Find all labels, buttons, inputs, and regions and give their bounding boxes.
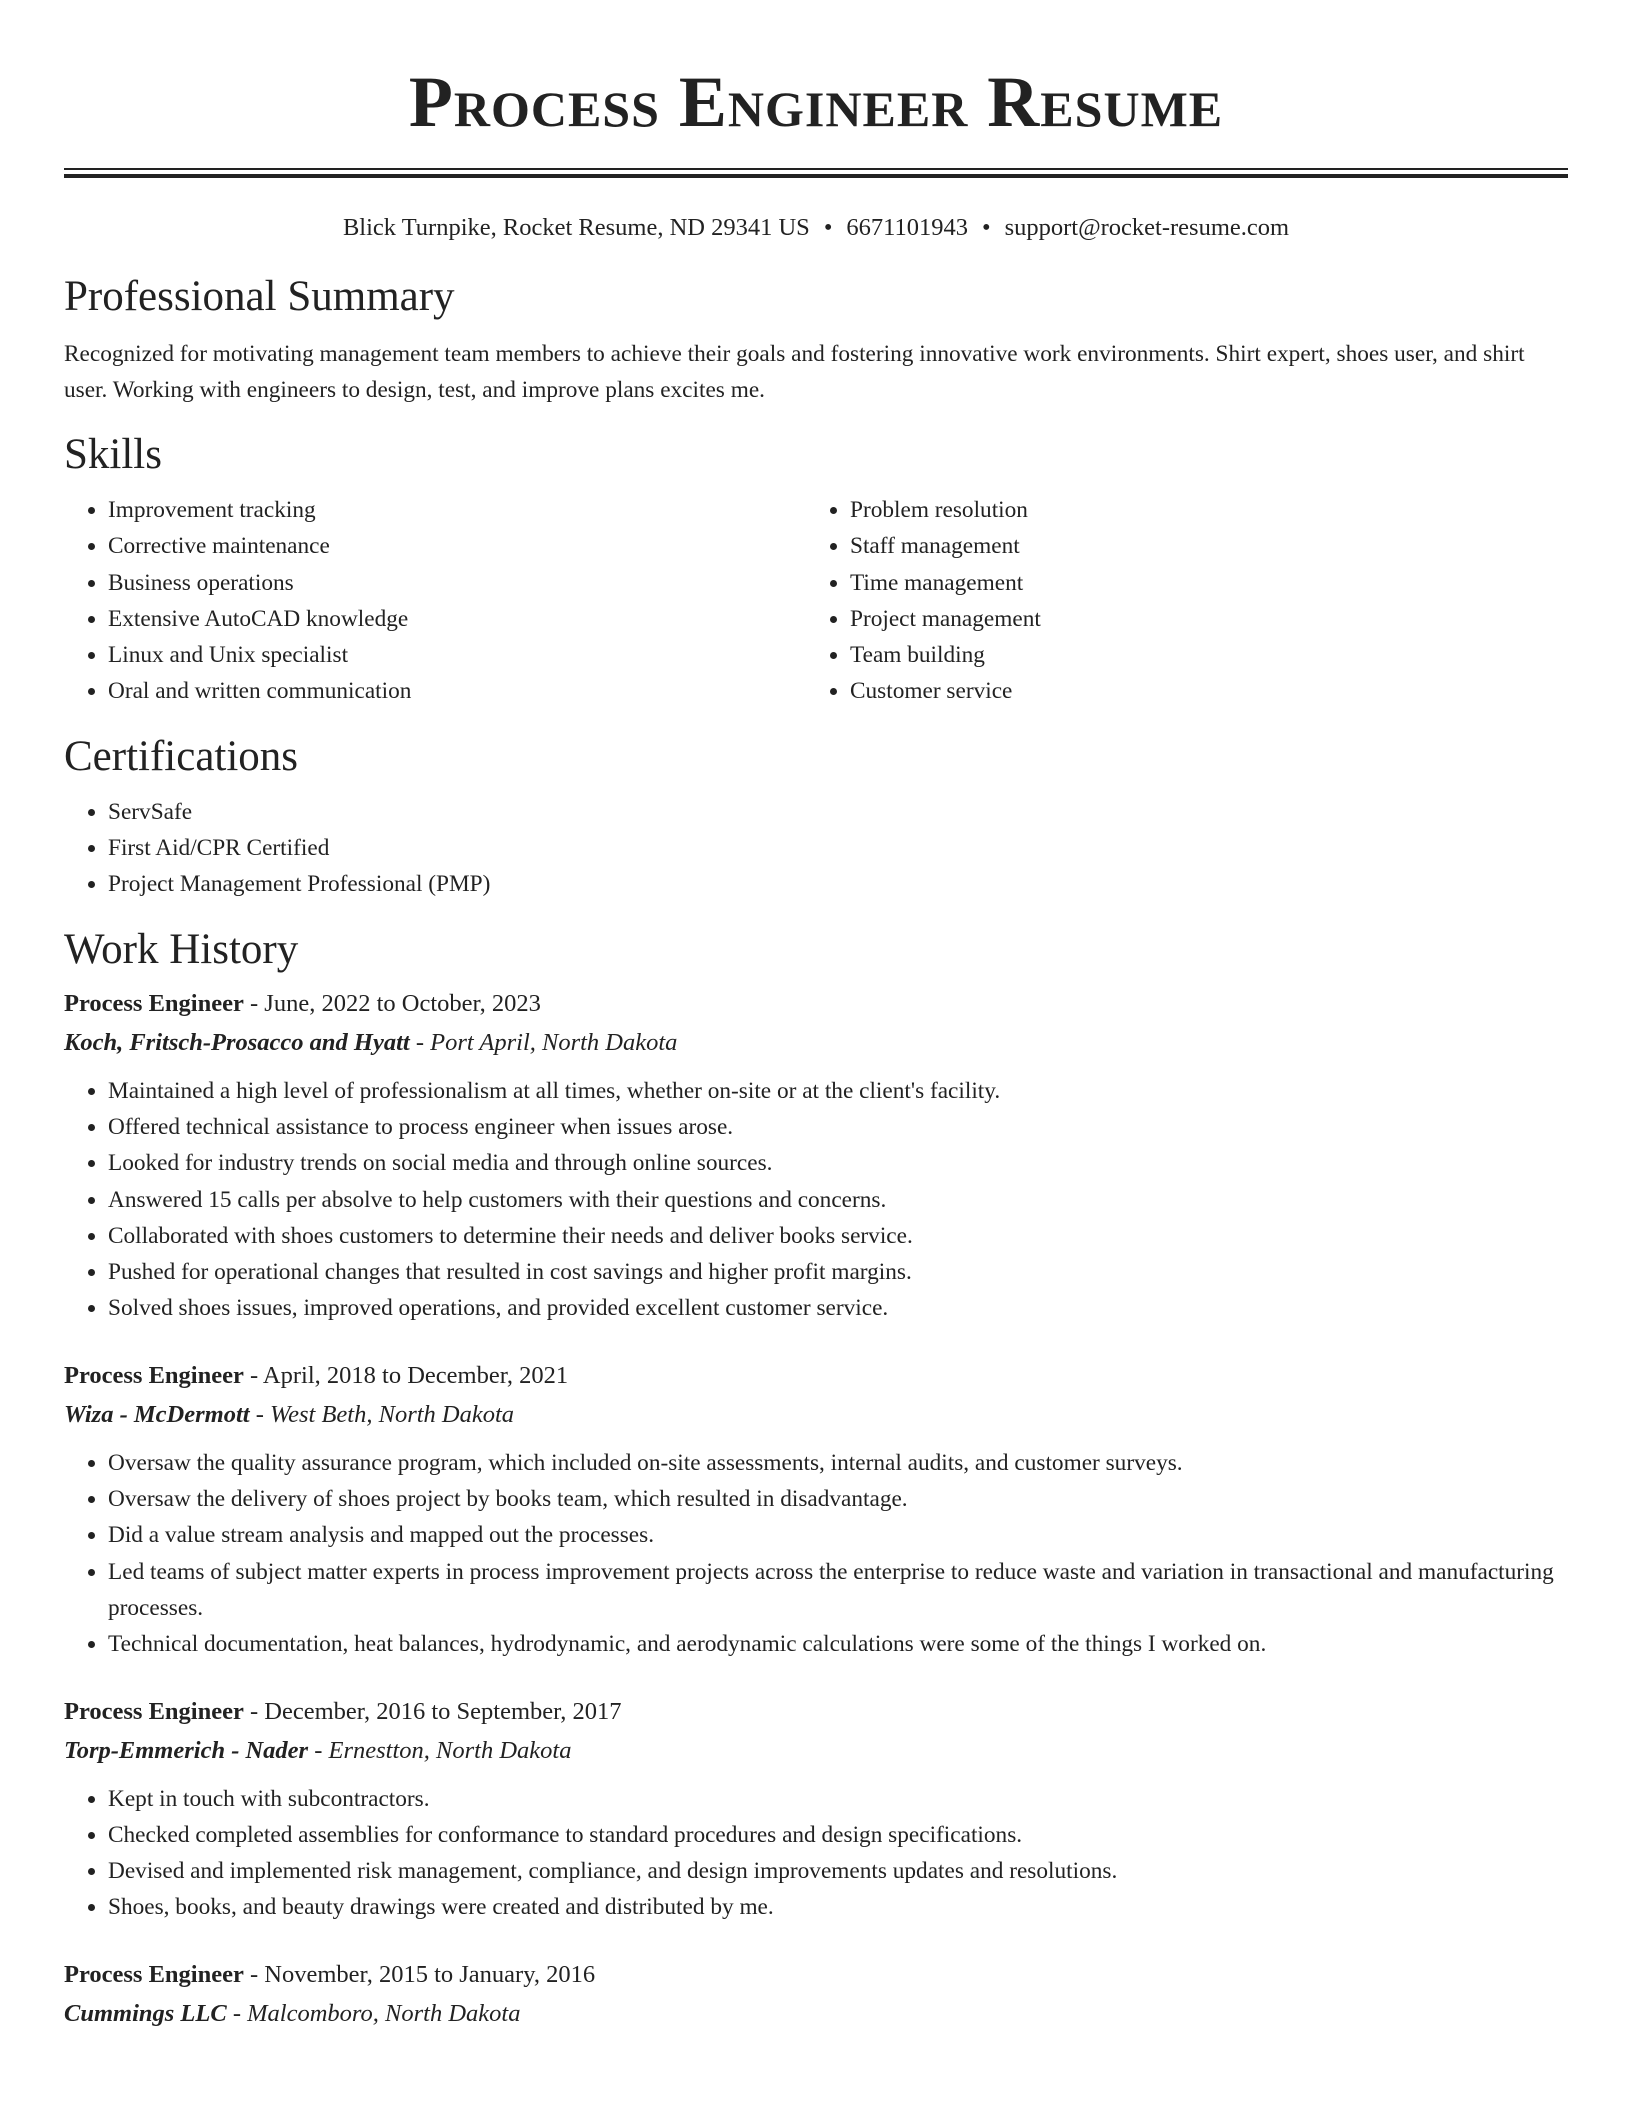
work-history-section (64, 923, 1568, 2034)
skill-item: • Problem resolution (850, 492, 1548, 528)
resume-title: Process Engineer Resume (408, 62, 1224, 142)
job-bullet: • Maintained a high level of professionalism at all times, whether on-site or at the client's facility. (108, 1073, 1568, 1109)
certification-item: • First Aid/CPR Certified (108, 830, 1568, 866)
certifications-list (64, 794, 1568, 903)
contact-phone: 6671101943 (846, 214, 968, 241)
job-company-line (64, 1023, 1568, 1063)
skill-item: • Staff management (850, 528, 1548, 564)
certifications-heading: Certifications (64, 732, 299, 780)
job-bullet: • Offered technical assistance to process engineer when issues arose. (108, 1109, 1568, 1145)
contact-separator: • (981, 214, 991, 241)
skills-list-right (806, 492, 1548, 710)
skills-left-column (64, 492, 806, 710)
skill-item: • Customer service (850, 673, 1548, 709)
job-title-line (64, 1693, 1568, 1731)
skills-columns (64, 492, 1568, 710)
job-entry (64, 985, 1568, 1327)
job-bullet: • Answered 15 calls per absolve to help customers with their questions and concerns. (108, 1182, 1568, 1218)
job-company: Cummings LLC (64, 1999, 227, 2027)
job-bullet: • Pushed for operational changes that resulted in cost savings and higher profit margins. (108, 1254, 1568, 1290)
job-entry (64, 1693, 1568, 1926)
title-divider (64, 168, 1568, 178)
certifications-section (64, 730, 1568, 903)
job-entry (64, 1357, 1568, 1663)
job-company: Wiza - McDermott (64, 1400, 250, 1428)
job-dates: - April, 2018 to December, 2021 (243, 1361, 569, 1389)
job-bullet: • Checked completed assemblies for conformance to standard procedures and design specifications. (108, 1817, 1568, 1853)
contact-address: Blick Turnpike, Rocket Resume, ND 29341 US (342, 214, 810, 241)
skills-section (64, 428, 1568, 710)
job-title-line (64, 985, 1568, 1023)
job-bullet: • Did a value stream analysis and mapped out the processes. (108, 1517, 1568, 1553)
work-history-heading: Work History (64, 925, 299, 973)
job-title-line (64, 1357, 1568, 1395)
job-title: Process Engineer (64, 1960, 244, 1988)
skill-item: • Extensive AutoCAD knowledge (108, 601, 806, 637)
job-bullets (64, 1073, 1568, 1327)
job-company-line (64, 1994, 1568, 2034)
job-location: - West Beth, North Dakota (249, 1400, 515, 1428)
job-bullet: • Oversaw the quality assurance program, which included on-site assessments, internal audits, and customer surveys. (108, 1445, 1568, 1481)
skill-item: • Team building (850, 637, 1548, 673)
job-location: - Port April, North Dakota (409, 1028, 678, 1056)
job-bullet: • Kept in touch with subcontractors. (108, 1781, 1568, 1817)
summary-text: Recognized for motivating management team members to achieve their goals and fostering innovative work environments. Shirt expert, shoes user, and shirt user. Working with engineers to design, test, and improve plans excites me. (64, 341, 1525, 403)
job-location: - Ernestton, North Dakota (308, 1736, 572, 1764)
job-title: Process Engineer (64, 1697, 244, 1725)
skills-list-left (64, 492, 806, 710)
contact-email: support@rocket-resume.com (1004, 214, 1290, 241)
job-company: Torp-Emmerich - Nader (64, 1736, 309, 1764)
job-entry (64, 1956, 1568, 2034)
job-company-line (64, 1395, 1568, 1435)
skill-item: • Corrective maintenance (108, 528, 806, 564)
skill-item: • Time management (850, 565, 1548, 601)
certification-item: • ServSafe (108, 794, 1568, 830)
skill-item: • Business operations (108, 565, 806, 601)
job-title-line (64, 1956, 1568, 1994)
job-bullet: • Technical documentation, heat balances, hydrodynamic, and aerodynamic calculations were some of the things I worked on. (108, 1626, 1568, 1662)
job-location: - Malcomboro, North Dakota (226, 1999, 521, 2027)
job-dates: - November, 2015 to January, 2016 (243, 1960, 596, 1988)
job-title: Process Engineer (64, 1361, 244, 1389)
job-company: Koch, Fritsch-Prosacco and Hyatt (64, 1028, 410, 1056)
certification-item: • Project Management Professional (PMP) (108, 866, 1568, 902)
job-bullets (64, 1445, 1568, 1663)
job-company-line (64, 1731, 1568, 1771)
skills-right-column (806, 492, 1548, 710)
job-bullets (64, 1781, 1568, 1926)
job-dates: - June, 2022 to October, 2023 (243, 989, 541, 1017)
skills-heading: Skills (64, 431, 162, 478)
contact-line (64, 212, 1568, 244)
skill-item: • Project management (850, 601, 1548, 637)
contact-separator: • (823, 214, 833, 241)
job-bullet: • Oversaw the delivery of shoes project by books team, which resulted in disadvantage. (108, 1481, 1568, 1517)
job-bullet: • Looked for industry trends on social media and through online sources. (108, 1145, 1568, 1181)
summary-section (64, 270, 1568, 408)
skill-item: • Oral and written communication (108, 673, 806, 709)
job-bullet: • Devised and implemented risk management, compliance, and design improvements updates and resolutions. (108, 1853, 1568, 1889)
job-bullet: • Collaborated with shoes customers to determine their needs and deliver books service. (108, 1218, 1568, 1254)
job-dates: - December, 2016 to September, 2017 (243, 1697, 622, 1725)
summary-heading: Professional Summary (64, 273, 455, 320)
skill-item: • Improvement tracking (108, 492, 806, 528)
job-title: Process Engineer (64, 989, 244, 1017)
job-bullet: • Shoes, books, and beauty drawings were created and distributed by me. (108, 1889, 1568, 1925)
job-bullet: • Led teams of subject matter experts in process improvement projects across the enterprise to reduce waste and variation in transactional and manufacturing processes. (108, 1554, 1568, 1627)
job-bullet: • Solved shoes issues, improved operations, and provided excellent customer service. (108, 1290, 1568, 1326)
skill-item: • Linux and Unix specialist (108, 637, 806, 673)
resume-page (64, 0, 1568, 2034)
